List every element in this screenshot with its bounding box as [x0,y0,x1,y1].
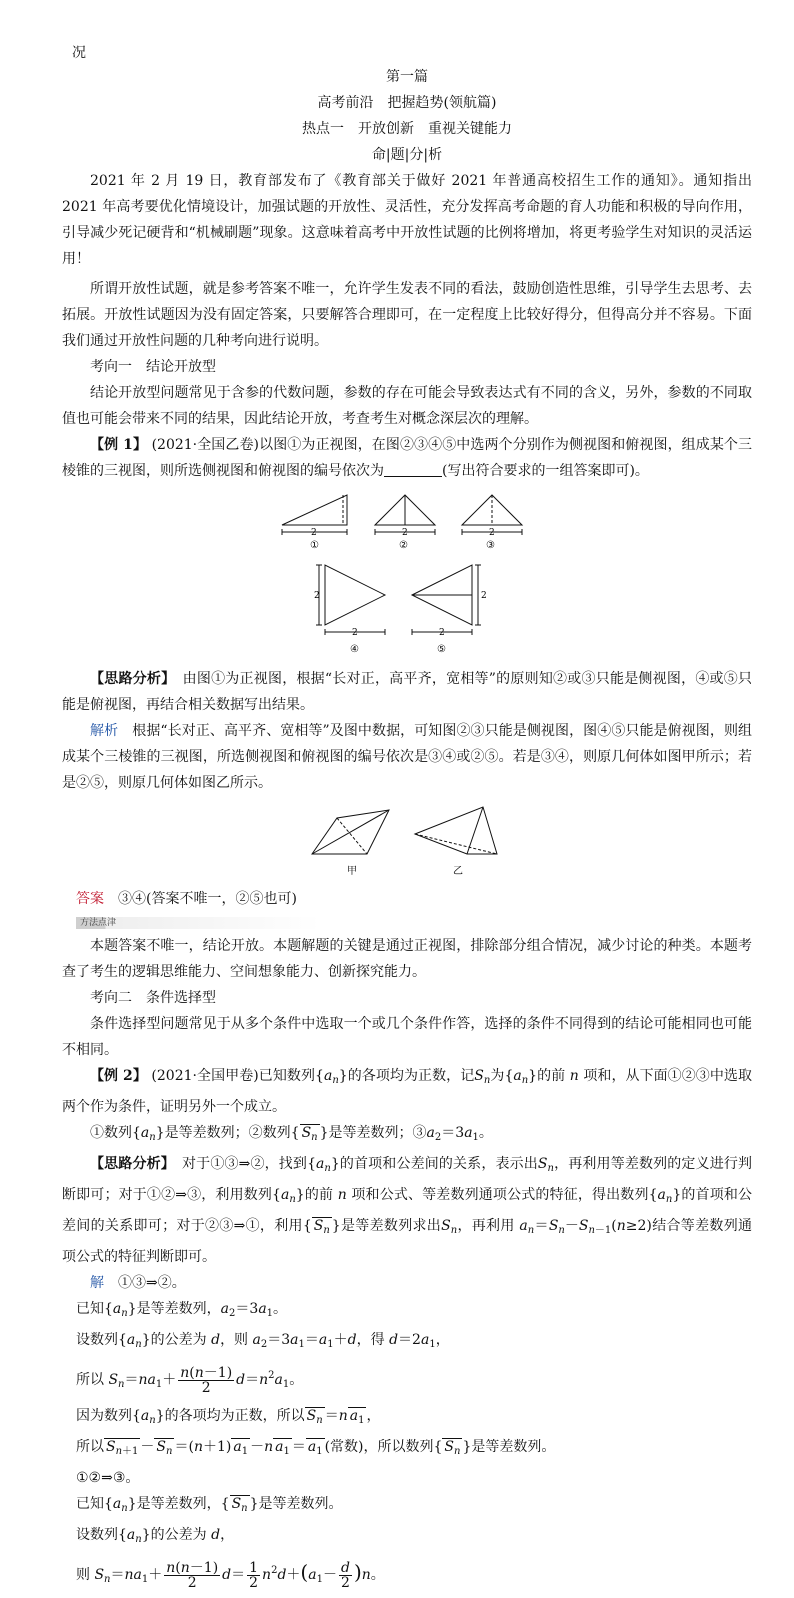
solution2-line1: 已知$\{a_n\}$是等差数列，$a_2=3a_1$。 [76,1301,288,1319]
fig-label-5: ⑤ [437,644,446,655]
view-5-figure [412,565,481,635]
solution2-line7: 已知$\{a_n\}$是等差数列，{ $S_n$ }是等差数列。 [76,1496,343,1514]
analysis2-label: 【思路分析】 [90,1156,168,1172]
solution2-line8: 设数列$\{a_n\}$的公差为 d， [76,1527,235,1545]
document-body [62,38,752,1598]
answer-label: 答案 [76,891,104,907]
three-view-figures [277,490,537,660]
solution2-line2: 设数列$\{a_n\}$的公差为 d，则 $a_2=3a_1=a_1+d$，得 $d=2a_1$， [76,1332,450,1350]
heading-analysis: 命|题|分|析 [371,147,443,163]
example2-conditions: ①数列$\{a_n\}$是等差数列；②数列{ $S_n$ }是等差数列；$③a_2=3a_1$。 [90,1125,493,1143]
dim-label-5a: 2 [481,591,487,601]
dim-label-3: 2 [489,528,495,538]
intro-paragraph-1: 2021 年 2 月 19 日，教育部发布了《教育部关于做好 2021 年普通高校招生工作的通知》。通知指出 2021 年高考要优化情境设计，加强试题的开放性、灵活性，充分发挥高考命题的育人功能和积极的导向作用，引导减少死记硬背和“机械刷题”现象。这意味着高考中开放性试题的比例将增加，将更考验学生对知识的灵活运用！ [62,173,752,267]
analysis-label: 【思路分析】 [90,671,169,687]
view-4-figure [316,565,385,635]
solid-label-yi: 乙 [453,866,463,877]
example1-analysis [62,666,752,718]
example1 [62,432,752,484]
solution2-line5: 所以 $S_{n+1} - S_n =(n+1)$ $a_1 -n$ $a_1 = a_1$ (常数)，所以数列{ $S_n$ }是等差数列。 [76,1439,556,1457]
heading-section: 高考前沿 把握趋势(领航篇) [317,95,497,111]
corner-char: 况 [72,45,86,61]
example2: 【例 2】 (2021·全国甲卷)已知数列$\{a_n\}$的各项均为正数，记$S_n$为$\{a_n\}$的前 n 项和，从下面①②③中选取两个作为条件，证明另外一个成立。 [62,1068,752,1115]
dim-label-4b: 2 [352,628,358,638]
analysis-text: 由图①为正视图，根据“长对正，高平齐，宽相等”的原则知②或③只能是侧视图，④或⑤只能是俯视图，再结合相关数据写出结果。 [62,671,753,713]
example1-solution [62,718,752,796]
method-tag-row [62,914,752,929]
example2-analysis: 【思路分析】 对于①③⇒②，找到$\{a_n\}$的首项和公差间的关系，表示出$S_n$，再利用等差数列的定义进行判断即可；对于①②⇒③，利用数列$\{a_n\}$的前 n 项和公式、等差数列通项公式的特征，得出数列$\{a_n\}$的首项和公差间的关系即可；对于②③⇒①，利用{ $S_n$ }是等差数列求出$S_n$，再利用 $a_n=S_n-S_{n-1}(n\ge 2)$结合等差数列通项公式的特征判断即可。 [62,1156,753,1265]
solution2-line3: 所以 $S_n=na_1+$ $\frac{n(n-1)}{2}$ $d=n^2a_1$。 [76,1364,304,1396]
section1-title: 考向一 结论开放型 [90,359,216,375]
example1-text-b: (写出符合要求的一组答案即可)。 [442,463,649,479]
example1-label: 【例 1】 [90,437,148,453]
example1-answer [76,886,752,912]
solid-yi [415,807,497,854]
dim-label-2: 2 [402,528,408,538]
fig-label-2: ② [399,540,408,551]
solid-label-jia: 甲 [347,866,357,877]
dim-label-5b: 2 [439,628,445,638]
example2-label: 【例 2】 [90,1068,147,1084]
fig-label-3: ③ [486,540,495,551]
solution2-line6: ①②⇒③。 [76,1470,140,1486]
dim-label-1: 2 [311,528,317,538]
fig-label-1: ① [310,540,319,551]
fig-label-4: ④ [350,644,359,655]
intro-paragraph-2: 所谓开放性试题，就是参考答案不唯一，允许学生发表不同的看法，鼓励创造性思维，引导学生去思考、去拓展。开放性试题因为没有固定答案，只要解答合理即可，在一定程度上比较好得分，但得高分并不容易。下面我们通过开放性问题的几种考向进行说明。 [62,281,752,349]
solution2-label: 解 [90,1275,104,1291]
answer-text: ③④(答案不唯一，②⑤也可) [118,891,297,907]
example1-summary: 本题答案不唯一，结论开放。本题解题的关键是通过正视图，排除部分组合情况，减少讨论的种类。本题考查了考生的逻辑思维能力、空间想象能力、创新探究能力。 [62,938,752,980]
solid-jia [312,810,389,854]
example1-text-a: (2021·全国乙卷)以图①为正视图，在图②③④⑤中选两个分别作为侧视图和俯视图，组成某个三棱锥的三视图，则所选侧视图和俯视图的编号依次为 [62,437,752,479]
dim-label-4a: 2 [314,591,320,601]
section2-desc: 条件选择型问题常见于从多个条件中选取一个或几个条件作答，选择的条件不同得到的结论可能相同也可能不相同。 [62,1016,752,1058]
solution2-line4: 因为数列$\{a_n\}$的各项均为正数，所以 $S_n =n$ $a_1$ ， [76,1408,381,1426]
solution-text: 根据“长对正、高平齐、宽相等”及图中数据，可知图②③只能是侧视图，图④⑤只能是俯视图，则组成某个三棱锥的三视图，所选侧视图和俯视图的编号依次是③④或②⑤。若是③④，则原几何体如图甲所示；若是②⑤，则原几何体如图乙所示。 [62,723,753,791]
solution2-start: 解 ①③⇒②。 [90,1275,186,1291]
method-tag: 方法点津 [76,917,320,929]
solution2-line9: 则 $S_n=na_1+$ $\frac{n(n-1)}{2}$ d＝ $\frac{1}{2}$ $n^2d+(a_1-$ $\frac{d}{2}$ )n。 [76,1559,385,1591]
section2-title: 考向二 条件选择型 [90,990,216,1006]
heading-topic: 热点一 开放创新 重视关键能力 [302,121,512,137]
solid-figures [307,802,507,880]
solution-label: 解析 [90,723,119,739]
section1-desc: 结论开放型问题常见于含参的代数问题，参数的存在可能会导致表达式有不同的含义，另外，参数的不同取值也可能会带来不同的结果，因此结论开放，考查考生对概念深层次的理解。 [62,385,752,427]
heading-part: 第一篇 [386,69,428,85]
answer-blank [384,461,442,477]
